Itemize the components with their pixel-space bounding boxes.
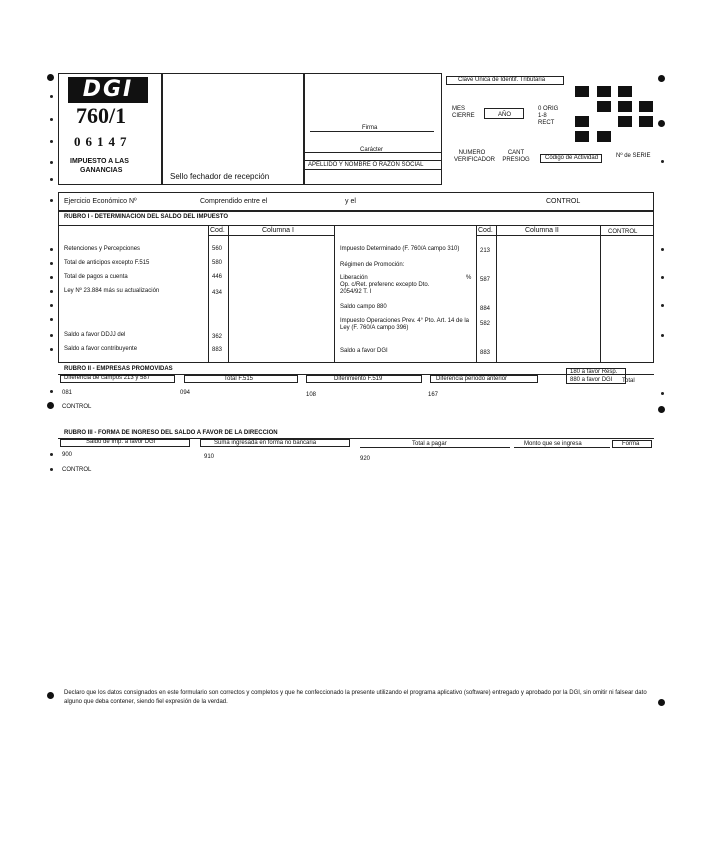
right-row-code: 587 <box>480 277 491 283</box>
rubro1-col2-header: Columna II <box>525 227 559 234</box>
right-row-label: Impuesto Determinado (F. 760/A campo 310) <box>340 246 460 252</box>
right-row-code: 883 <box>480 350 491 356</box>
rubro2-code: 167 <box>428 392 439 398</box>
right-row-label: Saldo a favor DGI <box>340 348 388 354</box>
left-row-label: Total de anticipos excepto F.515 <box>64 260 150 266</box>
rubro1-control-header: CONTROL <box>608 229 638 235</box>
rubro2-total-label: Total <box>622 378 635 384</box>
left-row-code: 446 <box>212 274 223 280</box>
cant-presiog-label: CANT PRESIOG <box>502 150 530 163</box>
registration-mark <box>47 74 54 81</box>
form-number: 760/1 <box>76 103 127 128</box>
rubro2-code: 108 <box>306 392 317 398</box>
apellido-label: APELLIDO Y NOMBRE O RAZON SOCIAL <box>308 162 424 168</box>
registration-mark <box>47 402 54 409</box>
periodo-control-label: CONTROL <box>546 198 581 205</box>
rubro1-cod-header: Cod. <box>210 227 225 234</box>
sello-box <box>162 73 304 185</box>
comprendido-label: Comprendido entre el <box>200 198 268 205</box>
form-title-1: IMPUESTO A LAS <box>70 158 129 165</box>
left-row-code: 434 <box>212 290 223 296</box>
rubro2-side-2: 880 a favor DGI <box>570 377 613 383</box>
rubro3-control-label: CONTROL <box>62 467 92 473</box>
code-square <box>639 116 653 127</box>
rubro3-col-label: Suma ingresada en forma no bancaria <box>214 440 317 446</box>
registration-mark <box>47 692 54 699</box>
right-row-label: Liberación <box>340 275 368 281</box>
rubro2-control-label: CONTROL <box>62 404 92 410</box>
left-row-code: 560 <box>212 246 223 252</box>
left-row-code: 362 <box>212 334 223 340</box>
rubro1-cod2-header: Cod. <box>478 227 493 234</box>
caracter-label: Carácter <box>360 147 384 153</box>
left-row-label: Saldo a favor contribuyente <box>64 346 138 352</box>
rubro3-col-label: Saldo de Imp. a favor DGI <box>86 439 156 445</box>
rubro2-side-1: 180 a favor Resp. <box>570 369 618 375</box>
right-row-pct: % <box>466 275 472 281</box>
right-row-label: Impuesto Operaciones Prev. 4° Pto. Art. 14 de la Ley (F. 760/A campo 396) <box>340 318 470 331</box>
anio-label: AÑO <box>498 112 512 118</box>
firma-label: Firma <box>362 125 378 131</box>
code-square <box>618 86 632 97</box>
code-square <box>597 86 611 97</box>
right-row-code: 884 <box>480 306 491 312</box>
rubro3-code: 910 <box>204 454 215 460</box>
rubro2-col-label: Diferimiento F.519 <box>334 376 383 382</box>
code-square <box>597 101 611 112</box>
code-square <box>575 131 589 142</box>
rubro2-col-label: Diferencia período anterior <box>436 376 508 382</box>
rubro3-code: 900 <box>62 452 73 458</box>
declaration-text: Declaro que los datos consignados en este formulario son correctos y completos y que he confeccionado la presente utilizando el programa aplicativo (software) entregado y aprobado por la DGI, sin omitir ni falsear dato alguno que deba contener, siendo fiel expresión de la verdad. <box>64 690 647 705</box>
nro-serie-label: Nº de SERIE <box>616 153 651 159</box>
registration-mark <box>658 406 665 413</box>
left-row-label: Saldo a favor DDJJ del <box>64 332 126 338</box>
rubro3-col-label: Monto que se ingresa <box>524 441 582 447</box>
code-square <box>618 101 632 112</box>
rubro2-col-label: Total F.515 <box>224 376 254 382</box>
left-row-code: 580 <box>212 260 223 266</box>
rubro1-col1-header: Columna I <box>262 227 294 234</box>
orig-rect-label: 0 ORIG 1-8 RECT <box>538 106 559 126</box>
registration-mark <box>658 75 665 82</box>
registration-mark <box>658 699 665 706</box>
rubro2-title: RUBRO II - EMPRESAS PROMOVIDAS <box>64 366 173 372</box>
code-square <box>575 116 589 127</box>
rubro2-col-label: Diferencia de campos 213 y 587 <box>64 375 151 381</box>
serial-number: 06147 <box>74 134 132 149</box>
ejercicio-label: Ejercicio Económico Nº <box>64 198 137 205</box>
right-row-label: Saldo campo 880 <box>340 304 387 310</box>
left-row-label: Total de pagos a cuenta <box>64 274 128 280</box>
rubro3-title: RUBRO III - FORMA DE INGRESO DEL SALDO A FAVOR DE LA DIRECCION <box>64 430 278 436</box>
left-row-label: Ley Nº 23.884 más su actualización <box>64 288 160 294</box>
mes-cierre-label: MES CIERRE <box>452 106 475 119</box>
rubro1-title: RUBRO I - DETERMINACION DEL SALDO DEL IMPUESTO <box>64 214 229 220</box>
registration-mark <box>658 120 665 127</box>
code-square <box>575 86 589 97</box>
rubro3-col-label: Forma <box>622 441 640 447</box>
rubro2-code: 094 <box>180 390 191 396</box>
codigo-actividad-label: Código de Actividad <box>545 155 599 161</box>
right-row-label: Régimen de Promoción: <box>340 262 405 268</box>
rubro2-code: 081 <box>62 390 73 396</box>
rubro3-code: 920 <box>360 456 371 462</box>
cuit-label: Clave Unica de Identif. Tributaria <box>458 77 546 83</box>
form-title-2: GANANCIAS <box>80 167 123 174</box>
rubro3-col-label: Total a pagar <box>412 441 447 447</box>
left-row-label: Retenciones y Percepciones <box>64 246 141 252</box>
left-row-code: 883 <box>212 347 223 353</box>
right-row-code: 582 <box>480 321 491 327</box>
sello-label: Sello fechador de recepción <box>170 172 270 181</box>
right-row-code: 213 <box>480 248 491 254</box>
numero-verificador-label: NUMERO VERIFICADOR <box>454 150 496 163</box>
code-square <box>639 101 653 112</box>
y-el-label: y el <box>345 198 356 205</box>
code-square <box>618 116 632 127</box>
right-row-label: Op. c/Ret. preferenc excepto Dto. 2054/92 T. I <box>340 282 430 295</box>
dgi-logo: DGI <box>68 77 148 103</box>
code-square <box>597 131 611 142</box>
